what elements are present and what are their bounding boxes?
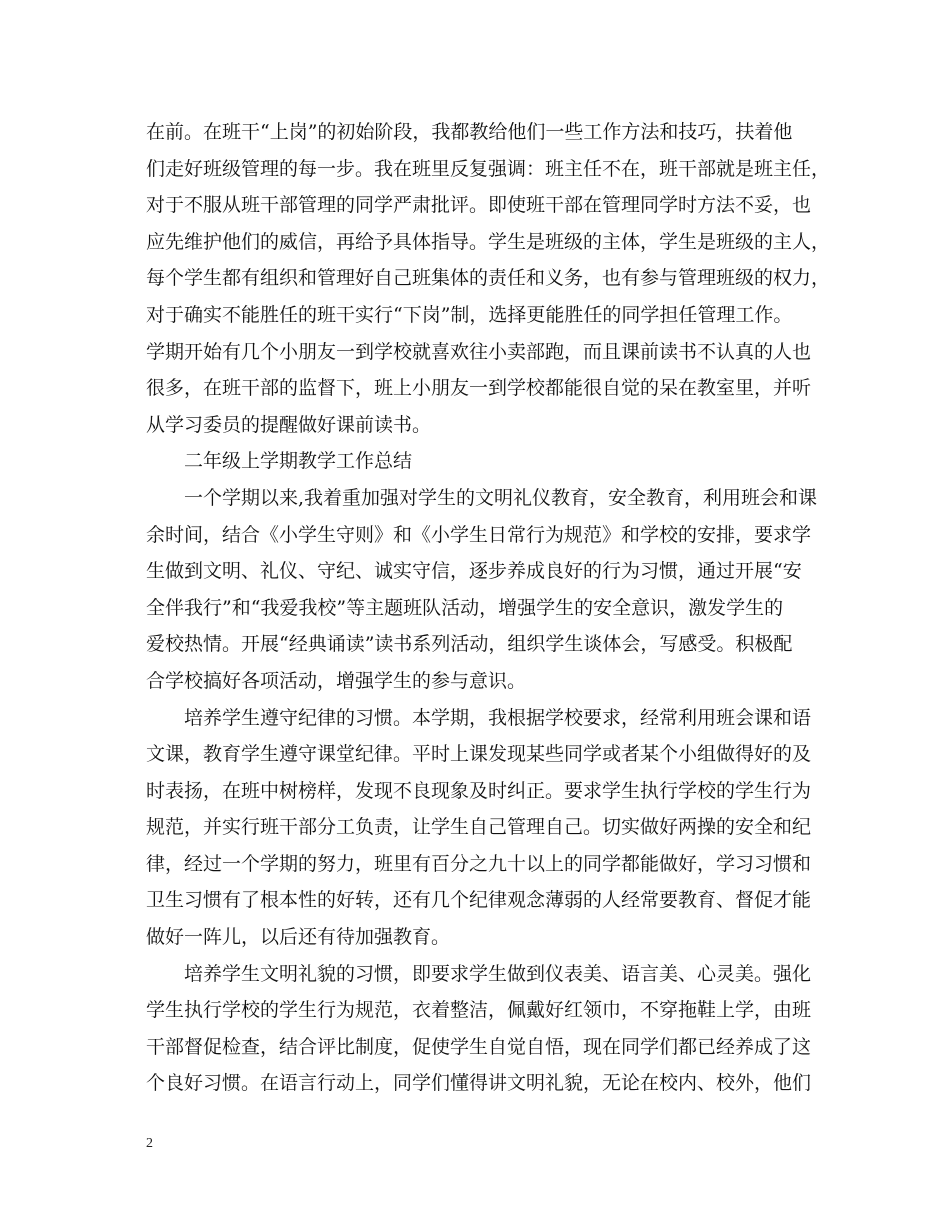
text-line: 对于不服从班干部管理的同学严肃批评。即使班干部在管理同学时方法不妥，也: [146, 194, 812, 217]
text-line: 全伴我行”和“我爱我校”等主题班队活动，增强学生的安全意识，激发学生的: [146, 596, 784, 619]
text-line: 余时间，结合《小学生守则》和《小学生日常行为规范》和学校的安排，要求学: [146, 523, 812, 546]
text-line: 们走好班级管理的每一步。我在班里反复强调：班主任不在，班干部就是班主任，: [146, 157, 831, 180]
text-line: 从学习委员的提醒做好课前读书。: [146, 413, 432, 436]
text-line: 个良好习惯。在语言行动上，同学们懂得讲文明礼貌，无论在校内、校外，他们: [146, 1072, 812, 1095]
text-line: 学生执行学校的学生行为规范，衣着整洁，佩戴好红领巾，不穿拖鞋上学，由班: [146, 999, 812, 1022]
text-line: 生做到文明、礼仪、守纪、诚实守信，逐步养成良好的行为习惯，通过开展“安: [146, 560, 802, 583]
text-line: 一个学期以来,我着重加强对学生的文明礼仪教育，安全教育，利用班会和课: [184, 486, 818, 509]
text-line: 学期开始有几个小朋友一到学校就喜欢往小卖部跑，而且课前读书不认真的人也: [146, 340, 812, 363]
page-number: 2: [146, 1136, 153, 1151]
text-line: 时表扬，在班中树榜样，发现不良现象及时纠正。要求学生执行学校的学生行为: [146, 779, 812, 802]
text-line: 培养学生文明礼貌的习惯，即要求学生做到仪表美、语言美、心灵美。强化: [184, 962, 812, 985]
text-line: 对于确实不能胜任的班干实行“下岗”制，选择更能胜任的同学担任管理工作。: [146, 303, 793, 326]
document-body: [146, 114, 831, 1102]
text-line: 培养学生遵守纪律的习惯。本学期，我根据学校要求，经常利用班会课和语: [184, 706, 812, 729]
text-line: 做好一阵儿，以后还有待加强教育。: [146, 926, 451, 949]
text-line: 合学校搞好各项活动，增强学生的参与意识。: [146, 669, 527, 692]
text-line: 干部督促检查，结合评比制度，促使学生自觉自悟，现在同学们都已经养成了这: [146, 1035, 812, 1058]
text-line: 很多，在班干部的监督下，班上小朋友一到学校都能很自觉的呆在教室里，并听: [146, 377, 812, 400]
text-line: 律，经过一个学期的努力，班里有百分之九十以上的同学都能做好，学习习惯和: [146, 852, 812, 875]
text-line: 在前。在班干“上岗”的初始阶段，我都教给他们一些工作方法和技巧，扶着他: [146, 121, 793, 143]
text-line: 规范，并实行班干部分工负责，让学生自己管理自己。切实做好两操的安全和纪: [146, 816, 812, 839]
section-heading: 二年级上学期教学工作总结: [184, 450, 413, 473]
text-line: 卫生习惯有了根本性的好转，还有几个纪律观念薄弱的人经常要教育、督促才能: [146, 889, 812, 912]
text-line: 爱校热情。开展“经典诵读”读书系列活动，组织学生谈体会，写感受。积极配: [146, 633, 793, 656]
text-line: 文课，教育学生遵守课堂纪律。平时上课发现某些同学或者某个小组做得好的及: [146, 743, 812, 766]
text-line: 每个学生都有组织和管理好自己班集体的责任和义务，也有参与管理班级的权力，: [146, 267, 831, 290]
text-line: 应先维护他们的威信，再给予具体指导。学生是班级的主体，学生是班级的主人，: [146, 230, 831, 253]
